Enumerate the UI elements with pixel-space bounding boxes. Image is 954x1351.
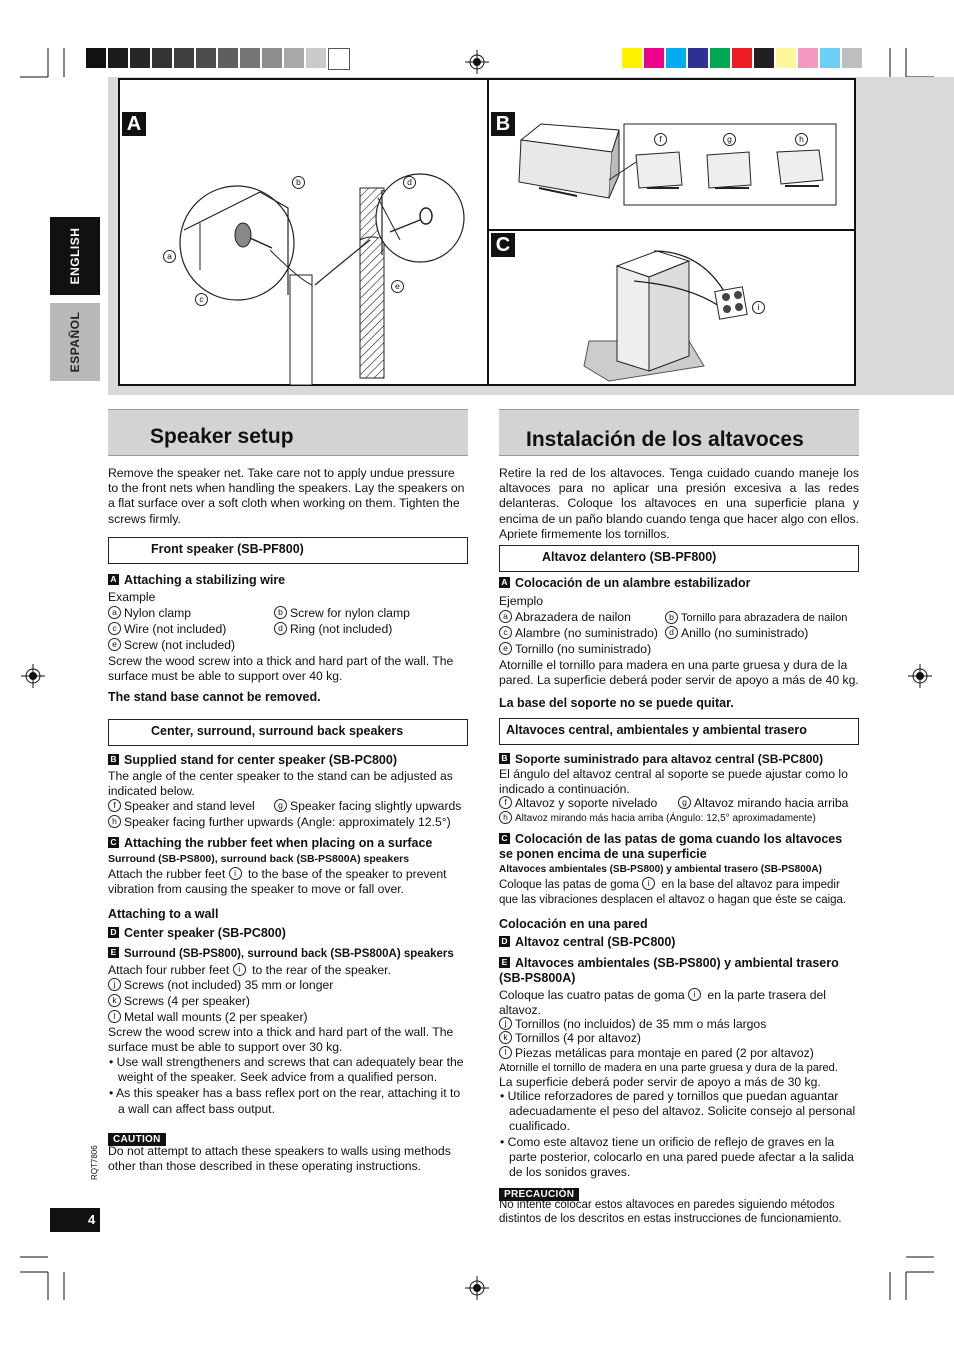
es-step-a-text: Atornille el tornillo para madera en una parte gruesa y dura de la pared. La superficie deberá poder servir de apoyo a más de 40 kg. xyxy=(499,658,859,688)
gray-swatch xyxy=(262,48,282,68)
en-item-f: f Speaker and stand level xyxy=(108,799,255,814)
callout-b: b xyxy=(292,176,308,190)
es-front-speaker-box: Altavoz delantero (SB-PF800) xyxy=(499,545,859,572)
en-bullet-list xyxy=(108,1055,470,1117)
gray-swatch xyxy=(218,48,238,68)
es-item-a: a Abrazadera de nailon xyxy=(499,610,631,625)
callout-e: e xyxy=(391,280,407,294)
en-step-e-text2: Screw the wood screw into a thick and hard part of the wall. The surface must be able to support over 30 kg. xyxy=(108,1025,454,1055)
es-step-c-heading: C Colocación de las patas de goma cuando los altavoces se ponen encima de una superficie xyxy=(499,832,843,862)
figure-label-c: C xyxy=(491,233,515,257)
tab-espanol: ESPAÑOL xyxy=(50,303,100,381)
es-bullet-list xyxy=(499,1089,861,1180)
color-swatch xyxy=(776,48,796,68)
page-number: 4 xyxy=(88,1212,96,1227)
en-caution-label: CAUTION xyxy=(108,1129,166,1147)
es-step-b-heading: B Soporte suministrado para altavoz central (SB-PC800) xyxy=(499,752,823,767)
gray-swatch xyxy=(306,48,326,68)
color-swatch xyxy=(820,48,840,68)
es-item-c: c Alambre (no suministrado) xyxy=(499,626,658,641)
gray-swatch xyxy=(130,48,150,68)
es-item-g: g Altavoz mirando hacia arriba xyxy=(678,796,848,811)
es-bullet-2: • Como este altavoz tiene un orificio de reflejo de graves en la parte posterior, colocarlo en una pared puede afectar a la salida de los sonidos graves. xyxy=(500,1134,854,1180)
en-step-e-heading: E Surround (SB-PS800), surround back (SB-PS800A) speakers xyxy=(108,947,454,962)
en-step-a-note: The stand base cannot be removed. xyxy=(108,690,321,704)
es-step-e-heading: E Altavoces ambientales (SB-PS800) y ambiental trasero (SB-PS800A) xyxy=(499,956,839,986)
es-intro: Retire la red de los altavoces. Tenga cuidado cuando maneje los altavoces para no aplicar una presión excesiva a las redes delanteras. Coloque los altavoces en una superficie plana y encima de un paño blando cuando tenga que hacer algo con ellos. Apriete firmemente los tornillos. xyxy=(499,466,859,541)
en-bullet-1: • Use wall strengtheners and screws that can adequately bear the weight of the speaker. Seek advice from a qualified person. xyxy=(109,1055,464,1085)
color-swatch xyxy=(710,48,730,68)
es-caution-label: PRECAUCIÓN xyxy=(499,1184,579,1202)
en-front-speaker-box: Front speaker (SB-PF800) xyxy=(108,537,468,564)
en-item-a: a Nylon clamp xyxy=(108,606,191,621)
es-step-e-text: Coloque las cuatro patas de goma i en la parte trasera del altavoz. xyxy=(499,988,826,1018)
center-speaker-stand-illustration xyxy=(489,80,855,228)
callout-g: g xyxy=(723,133,739,147)
callout-a: a xyxy=(163,250,179,264)
es-step-c-text: Coloque las patas de goma i en la base del altavoz para impedir que las vibraciones desplacen el altavoz o hagan que éste se caiga. xyxy=(499,878,847,906)
es-step-c-subheading: Altavoces ambientales (SB-PS800) y ambiental trasero (SB-PS800A) xyxy=(499,864,822,875)
es-item-f: f Altavoz y soporte nivelado xyxy=(499,796,657,811)
es-step-e-text2b: La superficie deberá poder servir de apoyo a más de 30 kg. xyxy=(499,1075,821,1089)
en-intro: Remove the speaker net. Take care not to apply undue pressure to the front nets when handling the speakers. Lay the speakers on a flat surface over a soft cloth when working on them. Tighten the screws firmly. xyxy=(108,466,465,526)
callout-f: f xyxy=(654,133,670,147)
document-code: RQT7806 xyxy=(90,1145,99,1180)
en-step-c-text: Attach the rubber feet i to the base of the speaker to prevent vibration from causing the speaker to move or fall over. xyxy=(108,867,447,897)
en-step-e-text: Attach four rubber feet i to the rear of the speaker. xyxy=(108,963,391,977)
color-swatch xyxy=(622,48,642,68)
es-item-d: d Anillo (no suministrado) xyxy=(665,626,808,641)
es-item-b: b Tornillo para abrazadera de nailon xyxy=(665,611,847,625)
en-step-b-heading: B Supplied stand for center speaker (SB-PC800) xyxy=(108,753,397,768)
wall-stabilizing-wire-illustration xyxy=(120,80,486,385)
gray-swatch xyxy=(86,48,106,68)
color-swatch xyxy=(688,48,708,68)
en-step-c-subheading: Surround (SB-PS800), surround back (SB-PS800A) speakers xyxy=(108,853,410,865)
tab-english: ENGLISH xyxy=(50,217,100,295)
callout-d: d xyxy=(403,176,419,190)
en-step-c-heading: C Attaching the rubber feet when placing on a surface xyxy=(108,836,432,851)
gray-swatch xyxy=(328,48,350,70)
es-wall-heading: Colocación en una pared xyxy=(499,917,648,931)
gray-swatch xyxy=(240,48,260,68)
en-step-a-heading: A Attaching a stabilizing wire xyxy=(108,573,285,588)
en-page-title: Speaker setup xyxy=(150,425,294,448)
en-item-b: b Screw for nylon clamp xyxy=(274,606,410,621)
color-swatch xyxy=(732,48,752,68)
es-step-b-text: El ángulo del altavoz central al soporte se puede ajustar como lo indicado a continuación. xyxy=(499,767,848,797)
figure-label-b: B xyxy=(491,112,515,136)
es-item-j: j Tornillos (no incluidos) de 35 mm o más largos xyxy=(499,1017,766,1032)
callout-i: i xyxy=(752,301,768,315)
en-step-d-heading: D Center speaker (SB-PC800) xyxy=(108,926,286,941)
callout-c: c xyxy=(195,293,211,307)
es-step-e-text2a: Atornille el tornillo de madera en una parte gruesa y dura de la pared. xyxy=(499,1062,838,1074)
en-item-e: e Screw (not included) xyxy=(108,638,235,653)
es-center-speakers-box: Altavoces central, ambientales y ambiental trasero xyxy=(499,718,859,745)
color-swatch xyxy=(842,48,862,68)
gray-swatch xyxy=(108,48,128,68)
surround-speaker-rubber-feet-illustration xyxy=(489,231,855,385)
es-step-d-heading: D Altavoz central (SB-PC800) xyxy=(499,935,675,950)
en-step-a-text: Screw the wood screw into a thick and hard part of the wall. The surface must be able to support over 40 kg. xyxy=(108,654,454,684)
en-caution-text: Do not attempt to attach these speakers to walls using methods other than those described in these operating instructions. xyxy=(108,1144,451,1174)
en-item-d: d Ring (not included) xyxy=(274,622,392,637)
es-caution-text: No intente colocar estos altavoces en paredes siguiendo métodos distintos de los descritos en estas instrucciones de funcionamiento. xyxy=(499,1199,842,1225)
registration-mark-top xyxy=(465,50,489,74)
registration-mark-left xyxy=(21,664,45,688)
es-item-l: l Piezas metálicas para montaje en pared (2 por altavoz) xyxy=(499,1046,814,1061)
es-item-k: k Tornillos (4 por altavoz) xyxy=(499,1031,641,1046)
en-wall-heading: Attaching to a wall xyxy=(108,907,219,921)
en-center-speakers-box: Center, surround, surround back speakers xyxy=(108,719,468,746)
en-step-b-text: The angle of the center speaker to the stand can be adjusted as indicated below. xyxy=(108,769,453,799)
en-bullet-2: • As this speaker has a bass reflex port on the rear, attaching it to a wall can affect bass output. xyxy=(109,1086,461,1116)
gray-swatch xyxy=(284,48,304,68)
en-item-l: l Metal wall mounts (2 per speaker) xyxy=(108,1010,308,1025)
es-step-a-heading: A Colocación de un alambre estabilizador xyxy=(499,576,750,591)
es-step-a-note: La base del soporte no se puede quitar. xyxy=(499,696,734,710)
gray-swatch xyxy=(174,48,194,68)
callout-h: h xyxy=(795,133,811,147)
en-item-h: h Speaker facing further upwards (Angle: approximately 12.5°) xyxy=(108,815,451,830)
color-swatch xyxy=(754,48,774,68)
color-swatch xyxy=(798,48,818,68)
en-example-label: Example xyxy=(108,590,156,604)
en-item-k: k Screws (4 per speaker) xyxy=(108,994,250,1009)
es-item-e: e Tornillo (no suministrado) xyxy=(499,642,651,657)
gray-swatch xyxy=(152,48,172,68)
en-item-g: g Speaker facing slightly upwards xyxy=(274,799,461,814)
es-bullet-1: • Utilice reforzadores de pared y tornillos que puedan aguantar adecuadamente el peso del altavoz. Solicite consejo al personal cualificado. xyxy=(500,1089,856,1134)
color-swatch xyxy=(666,48,686,68)
en-item-j: j Screws (not included) 35 mm or longer xyxy=(108,978,333,993)
figure-label-a: A xyxy=(122,112,146,136)
es-example-label: Ejemplo xyxy=(499,594,544,608)
es-page-title: Instalación de los altavoces xyxy=(526,428,804,451)
registration-mark-right xyxy=(908,664,932,688)
en-item-c: c Wire (not included) xyxy=(108,622,226,637)
gray-swatch xyxy=(196,48,216,68)
color-swatch xyxy=(644,48,664,68)
es-item-h: h Altavoz mirando más hacia arriba (Ángulo: 12,5° aproximadamente) xyxy=(499,812,816,826)
registration-mark-bottom xyxy=(465,1276,489,1300)
